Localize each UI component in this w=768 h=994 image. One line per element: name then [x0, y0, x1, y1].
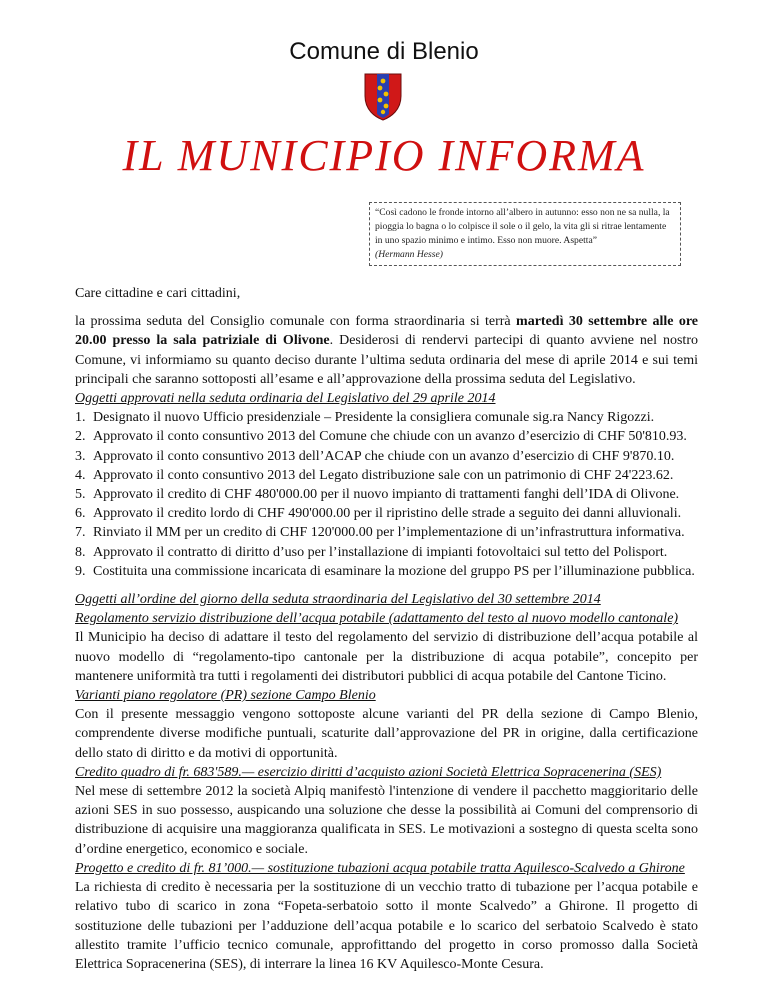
meeting-date-location: martedì 30 settembre alle ore 20.00 presso la sala patriziale di Olivone [75, 314, 698, 349]
list-item: 3. Approvato il conto consuntivo 2013 dell’ACAP che chiude con un avanzo d’esercizio di CHF 9'870.10. [89, 447, 698, 466]
topic-body: Con il presente messaggio vengono sottoposte alcune varianti del PR della sezione di Campo Blenio, comprendente diverse modifiche puntuali, scaturite dall’approvazione del PR in origine, dalla certificazione dello stato di diritto e da motivi di opportunità. [75, 707, 698, 761]
list-item: 4. Approvato il conto consuntivo 2013 del Legato distribuzione sale con un patrimonio di CHF 24'223.62. [89, 466, 698, 485]
topic-body: Nel mese di settembre 2012 la società Alpiq manifestò l'intenzione di vendere il pacchetto maggioritario delle azioni SES in suo possesso, auspicando una soluzione che desse la possibilità ai Comuni del comprensorio di distribuzione di acquisire una maggioranza qualificata in SES. Le motivazioni a sostegno di questa scelta sono d’ordine energetico, economico e sociale. [75, 784, 698, 857]
quote-author: (Hermann Hesse) [375, 249, 443, 260]
main-content [75, 284, 698, 974]
list-item: 9. Costituita una commissione incaricata di esaminare la mozione del gruppo PS per l’illuminazione pubblica. [89, 562, 698, 581]
section-approved-title: Oggetti approvati nella seduta ordinaria del Legislativo del 29 aprile 2014 [75, 391, 496, 407]
topic-body: La richiesta di credito è necessaria per la sostituzione di un vecchio tratto di tubazione per l’acqua potabile e relativo tubo di scarico in zona “Fopeta-serbatoio sotto il monte Scalvedo” a Ghirone. Il progetto di sostituzione delle tubazioni per l’adduzione dell’acqua potabile e lo scarico del serbatoio Scalvedo è stato allestito tramite l’ufficio tecnico comunale, approfittando del progetto in corso promosso dalla Società Elettrica Sopracenerina (SES), di interrare la linea 16 KV Aquilesco-Monte Cesura. [75, 880, 698, 972]
topic-title: Varianti piano regolatore (PR) sezione Campo Blenio [75, 688, 376, 704]
topic-title: Progetto e credito di fr. 81’000.— sostituzione tubazioni acqua potabile tratta Aquilesco-Scalvedo a Ghirone [75, 860, 685, 876]
quote-text: “Così cadono le fronde intorno all’albero in autunno: esso non ne sa nulla, la pioggia lo bagna o lo colpisce il sole o il gelo, la vita gli si ritrae lentamente in uno spazio minimo e intimo. Esso non muore. Aspetta” [375, 207, 670, 246]
list-item: 2. Approvato il conto consuntivo 2013 del Comune che chiude con un avanzo d’esercizio di CHF 50'810.93. [89, 427, 698, 446]
list-item: 6. Approvato il credito lordo di CHF 490'000.00 per il ripristino delle strade a seguito dei danni alluvionali. [89, 504, 698, 523]
list-item: 7. Rinviato il MM per un credito di CHF 120'000.00 per l’implementazione di un’infrastruttura informativa. [89, 523, 698, 542]
list-item: 8. Approvato il contratto di diritto d’uso per l’installazione di impianti fotovoltaici sul tetto del Polisport. [89, 543, 698, 562]
coat-of-arms-icon [357, 70, 409, 122]
greeting: Care cittadine e cari cittadini, [75, 286, 241, 301]
town-name: Comune di Blenio [289, 38, 479, 65]
page-title: IL MUNICIPIO INFORMA [122, 131, 646, 180]
topic-body: Il Municipio ha deciso di adattare il testo del regolamento del servizio di distribuzione dell’acqua potabile al nuovo modello di “regolamento-tipo cantonale per la distribuzione di acqua potabile”, concepito per mantenere uniformità tra tutti i regolamenti dei distributori pubblici di acqua potabile del Cantone Ticino. [75, 630, 698, 684]
approved-items-list [75, 408, 698, 581]
quote-box [369, 202, 681, 266]
topic-title: Credito quadro di fr. 683'589.— esercizio diritti d’acquisto azioni Società Elettrica Sopracenerina (SES) [75, 764, 662, 780]
list-item: 5. Approvato il credito di CHF 480'000.00 per il nuovo impianto di trattamenti fanghi dell’IDA di Olivone. [89, 485, 698, 504]
section-agenda-title: Oggetti all’ordine del giorno della seduta straordinaria del Legislativo del 30 settembre 2014 [75, 592, 601, 608]
intro-text-end: . Desiderosi di rendervi partecipi di quanto avviene nel nostro Comune, vi informiamo su quanto deciso durante l’ultima seduta ordinaria del mese di aprile 2014 e sui temi principali che saranno sottoposti all’esame e all’approvazione della prossima seduta del Legislativo. [75, 333, 698, 387]
list-item: 1. Designato il nuovo Ufficio presidenziale – Presidente la consigliera comunale sig.ra Nancy Rigozzi. [89, 408, 698, 427]
intro-paragraph [75, 312, 698, 389]
intro-text-start: la prossima seduta del Consiglio comunale con forma straordinaria si terrà [75, 314, 517, 330]
topic-title: Regolamento servizio distribuzione dell’acqua potabile (adattamento del testo al nuovo modello cantonale) [75, 611, 679, 627]
